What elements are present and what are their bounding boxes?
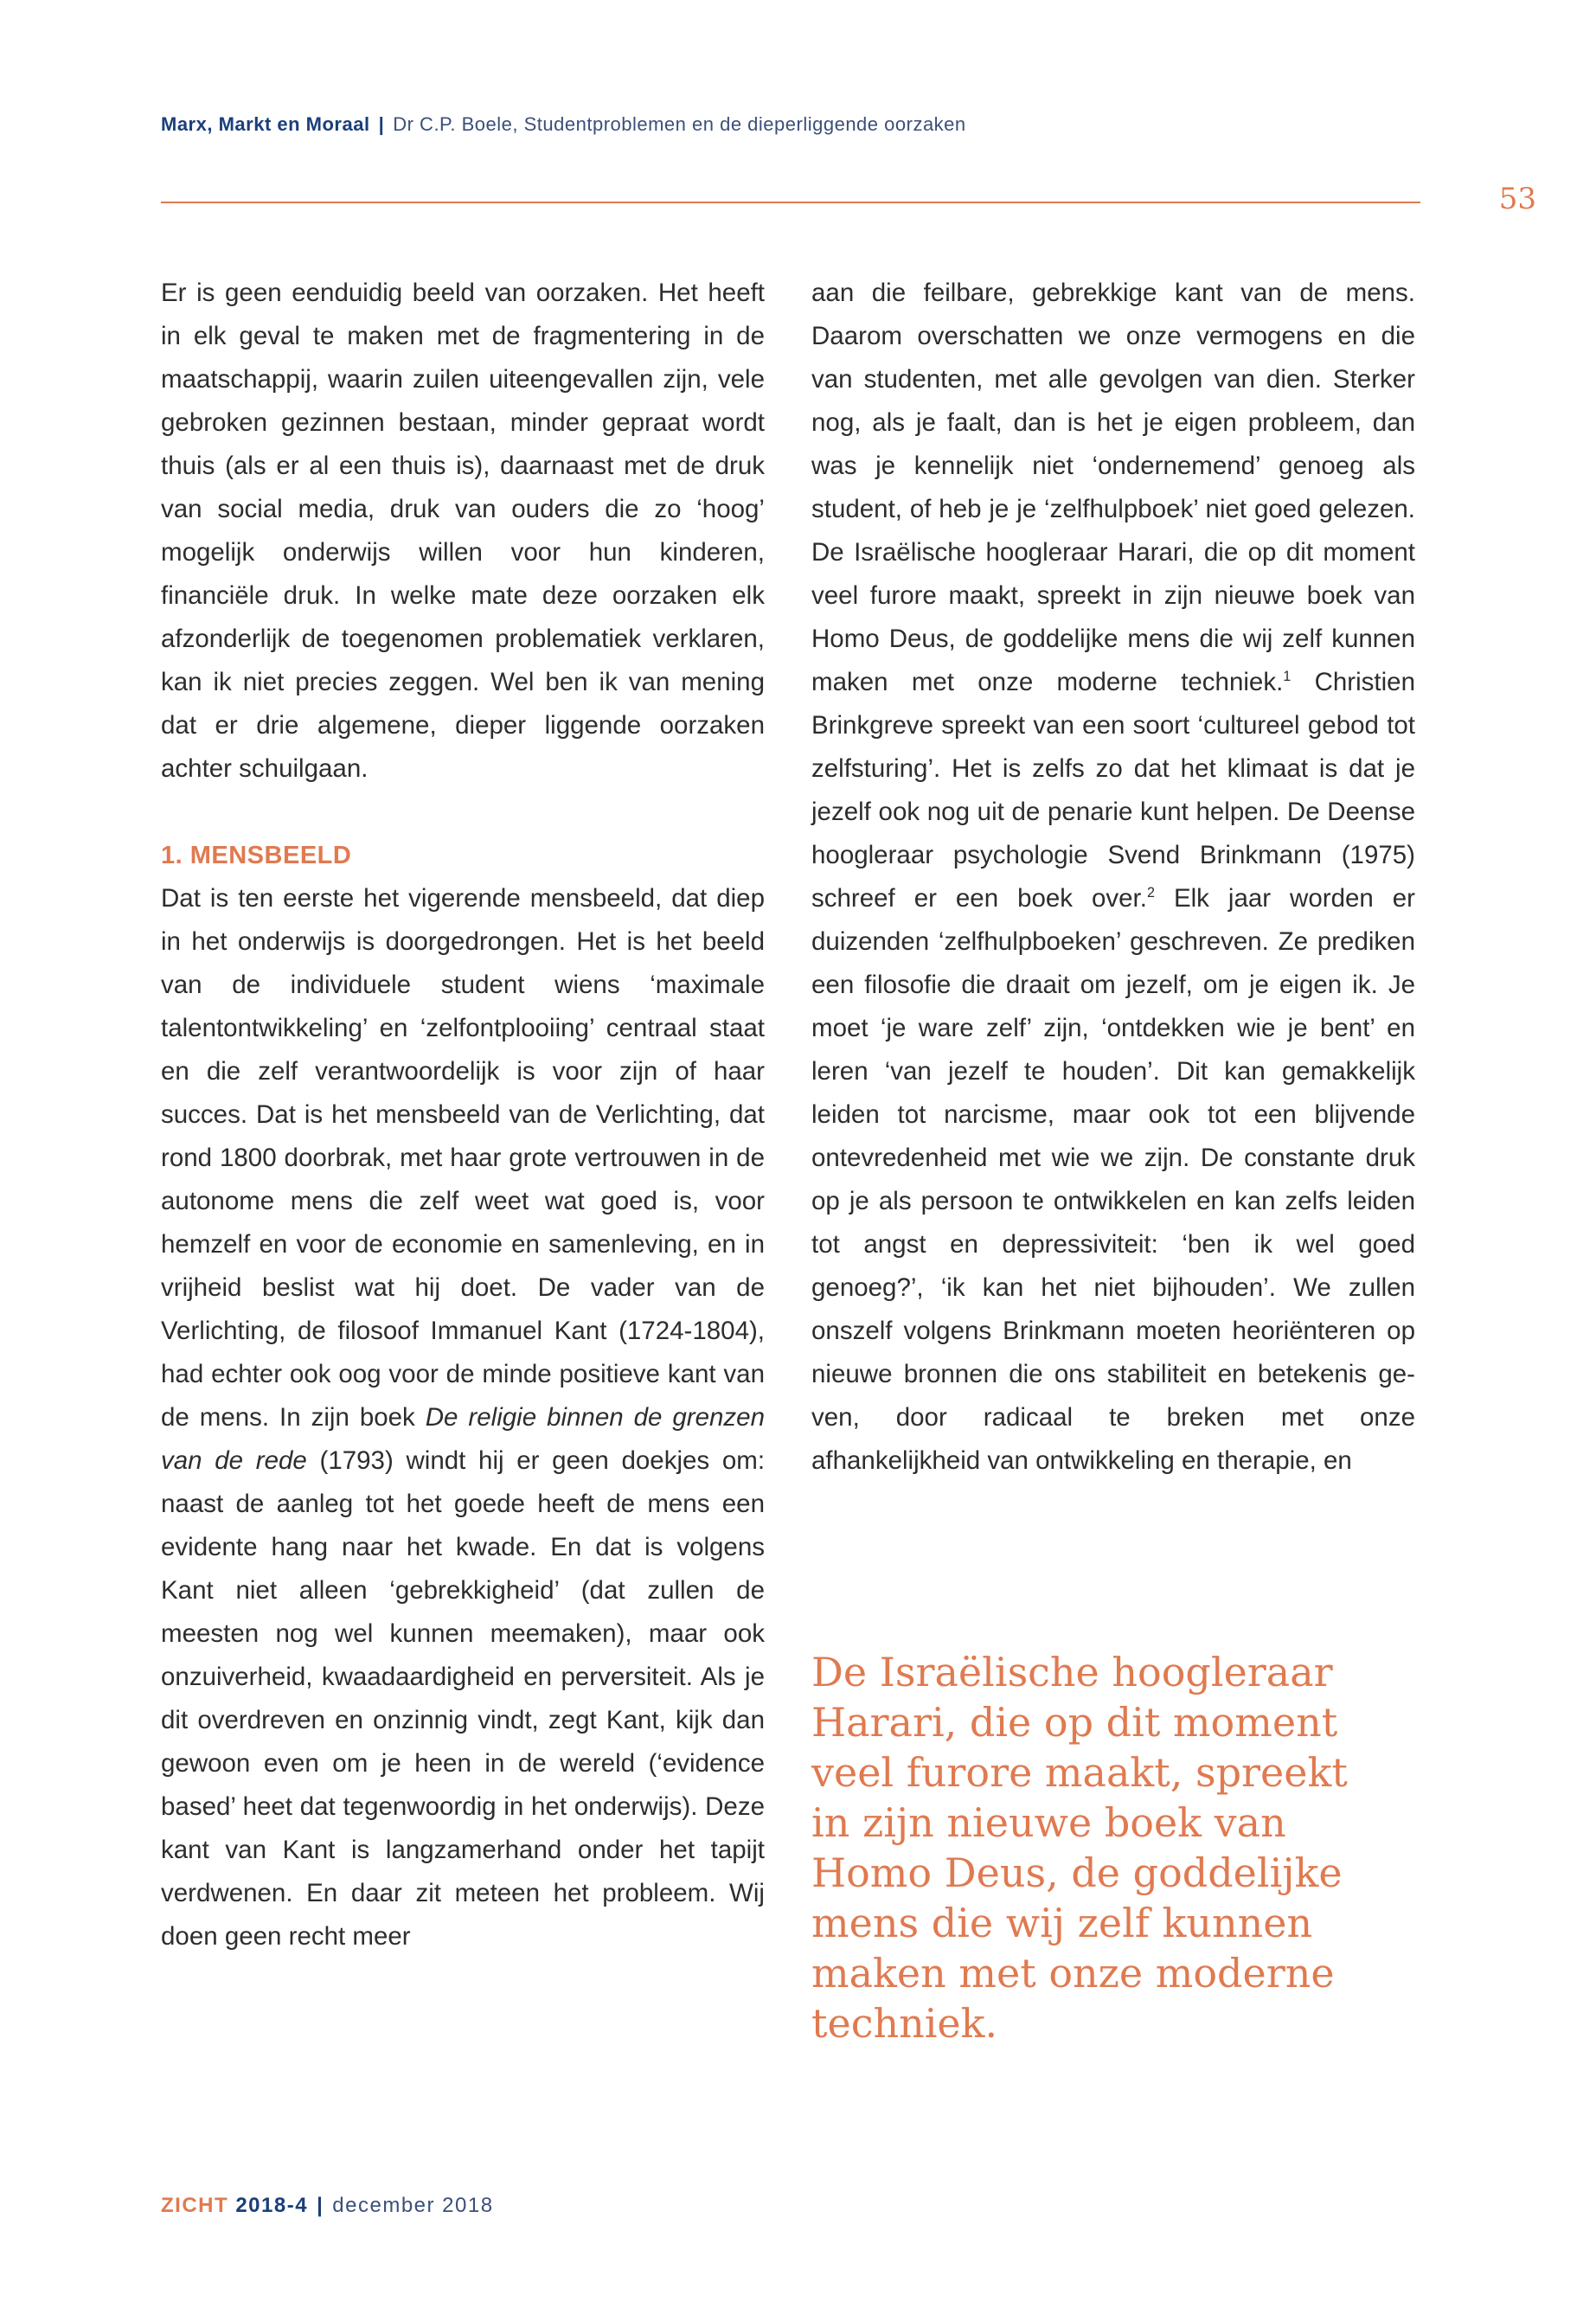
book-title: De religie binnen de grenzen van de rede <box>161 1403 765 1475</box>
header-separator: | <box>378 113 385 135</box>
right-text-part-1: aan die feilbare, gebrekkige kant van de mens. Daarom overschatten we onze vermogens en die van studenten, met alle gevolgen van dien. Sterker nog, als je faalt, dan is het je eigen probleem, dan was je kennelijk niet ‘ondernemend’ genoeg als student, of heb je je ‘zelfhulpboek’ niet goed gelezen. De Israëlische hoogleraar Harari, die op dit moment veel furore maakt, spreekt in zijn nieuwe boek van Homo Deus, de goddelijke mens die wij zelf kunnen maken met onze moderne techniek. <box>811 279 1415 696</box>
issue-number: 2018-4 <box>235 2194 309 2217</box>
continued-paragraph <box>811 272 1415 1483</box>
issue-date: december 2018 <box>332 2194 494 2217</box>
article-subtitle: Dr C.P. Boele, Studentproblemen en de dieperliggende oorzaken <box>393 113 966 135</box>
footer-separator: | <box>317 2194 324 2217</box>
footnote-ref-2: 2 <box>1146 885 1155 901</box>
intro-paragraph: Er is geen eenduidig beeld van oorzaken. Het heeft in elk geval te maken met de fragmentering in de maatschappij, waarin zuilen uiteengevallen zijn, vele gebroken gezinnen bestaan, minder gepraat wordt thuis (als er al een thuis is), daarnaast met de druk van social media, druk van ouders die zo ‘hoog’ mogelijk onderwijs willen voor hun kinderen, financiële druk. In welke mate deze oorzaken elk afzonderlijk de toegenomen problematiek verklaren, kan ik niet precies zeggen. Wel ben ik van mening dat er drie algemene, dieper liggende oorzaken achter schuilgaan. <box>161 279 765 783</box>
left-column <box>161 272 765 1958</box>
section-heading: 1. MENSBEELD <box>161 842 352 869</box>
footnote-ref-1: 1 <box>1283 669 1292 685</box>
section-text-part-2: (1793) windt hij er geen doekjes om: naast de aanleg tot het goede heeft de mens een evidente hang naar het kwade. En dat is volgens Kant niet alleen ‘gebrekkigheid’ (dat zullen de meesten nog wel kunnen meemaken), maar ook onzuiverheid, kwaadaardigheid en perversiteit. Als je dit overdreven en onzinnig vindt, zegt Kant, kijk dan gewoon even om je heen in de wereld (‘evidence based’ heet dat tegenwoordig in het onderwijs). Deze kant van Kant is langzamerhand onder het tapijt verdwenen. En daar zit meteen het probleem. Wij doen geen recht meer <box>161 1446 766 1951</box>
running-header <box>161 113 966 136</box>
header-divider <box>161 202 1420 203</box>
right-text-part-2: Christien Brinkgreve spreekt van een soort ‘cultureel gebod tot zelfsturing’. Het is zelfs zo dat het klimaat is dat je jezelf ook nog uit de penarie kunt helpen. De Deense hoogleraar psychologie Svend Brinkmann (1975) schreef er een boek over. <box>811 668 1415 913</box>
publication-title: Marx, Markt en Moraal <box>161 113 370 135</box>
right-column <box>811 272 1415 1483</box>
magazine-name: ZICHT <box>161 2194 229 2217</box>
right-text-part-3: Elk jaar worden er duizenden ‘zelfhulpboeken’ geschreven. Ze prediken een filosofie die draait om jezelf, om je eigen ik. Je moet ‘je ware zelf’ zijn, ‘ontdekken wie je bent’ en leren ‘van jezelf te houden’. Dit kan gemakkelijk leiden tot narcisme, maar ook tot een blijvende ontevredenheid met wie we zijn. De constante druk op je als persoon te ontwikkelen en kan zelfs leiden tot angst en depressiviteit: ‘ben ik wel goed genoeg?’, ‘ik kan het niet bijhouden’. We zullen onszelf volgens Brinkmann moeten heoriënteren op nieuwe bronnen die ons stabiliteit en betekenis geven, door radicaal te breken met onze afhankelijkheid van ontwikkeling en therapie, en <box>811 884 1415 1475</box>
pull-quote: De Israëlische hoogleraar Harari, die op dit moment veel furore maakt, spreekt in zijn nieuwe boek van Homo Deus, de goddelijke mens die wij zelf kunnen maken met onze moderne techniek. <box>811 1649 1348 2047</box>
page-footer <box>161 2194 494 2218</box>
section-text-part-1: Dat is ten eerste het vigerende mensbeeld, dat diep in het onderwijs is doorgedrongen. Het is het beeld van de individuele student wiens ‘maximale talentontwikkeling’ en ‘zelfontplooiing’ centraal staat en die zelf verantwoordelijk is voor zijn of haar succes. Dat is het mensbeeld van de Verlichting, dat rond 1800 doorbrak, met haar grote vertrouwen in de autonome mens die zelf weet wat goed is, voor hemzelf en voor de economie en samenleving, en in vrijheid beslist wat hij doet. De vader van de Verlichting, de filosoof Immanuel Kant (1724-1804), had echter ook oog voor de minde positieve kant van de mens. In zijn boek <box>161 884 765 1432</box>
section-paragraph <box>161 877 765 1958</box>
page-number: 53 <box>1498 182 1536 216</box>
